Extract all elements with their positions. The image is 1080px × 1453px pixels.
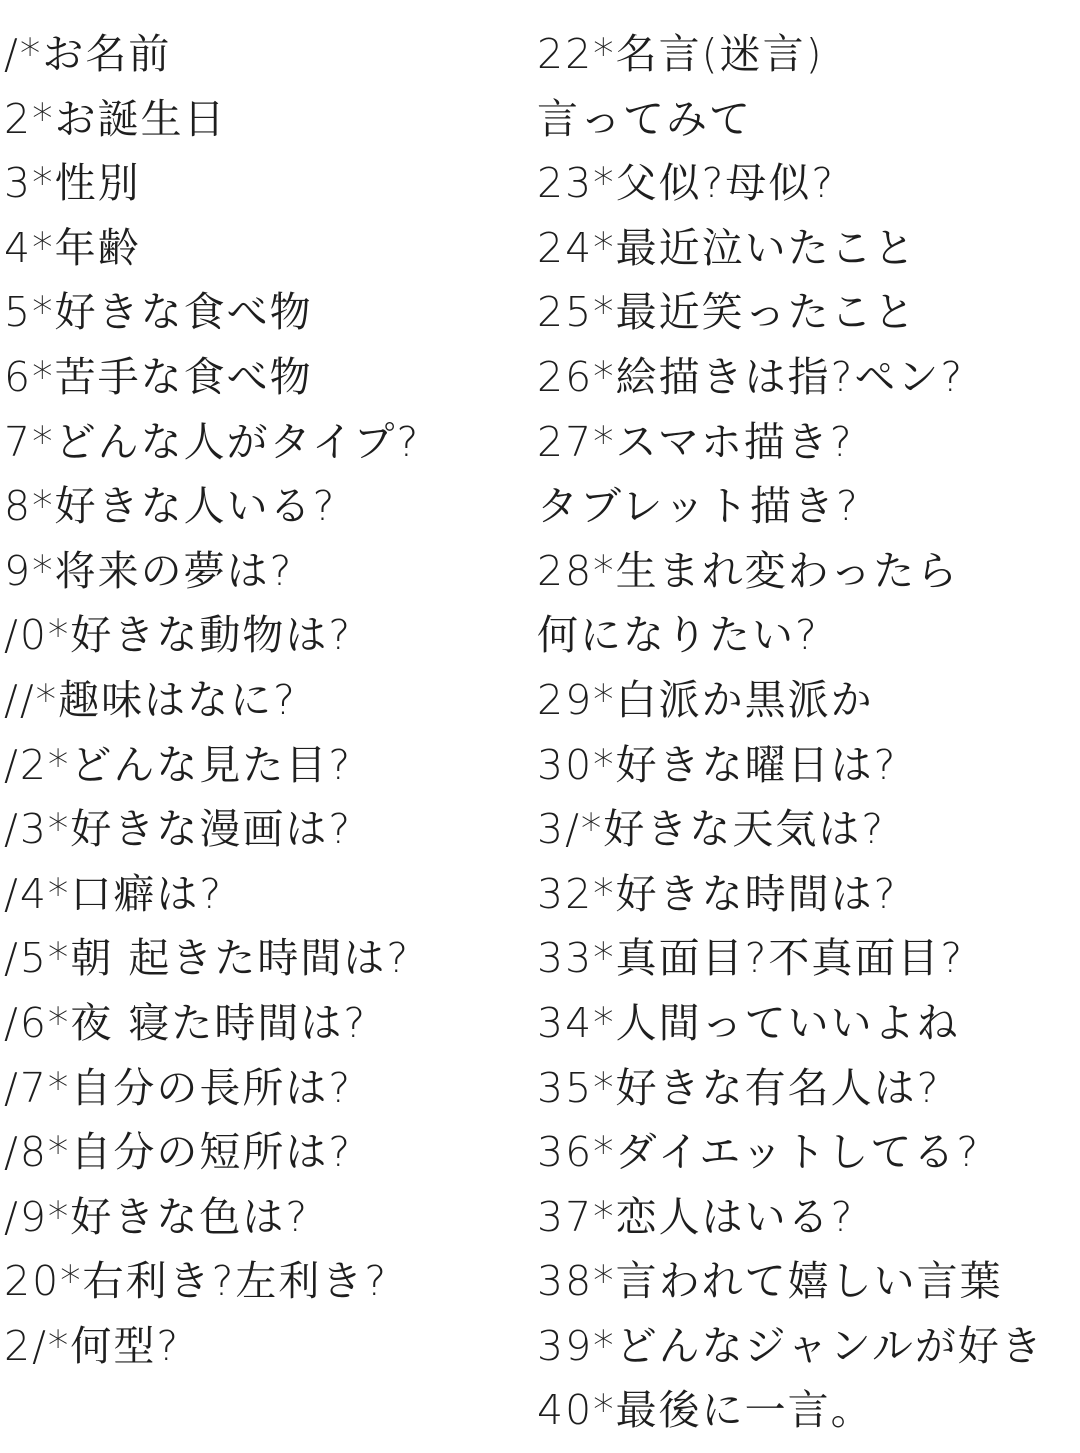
question-line: 言ってみて [537, 94, 752, 143]
question-line: /0*好きな動物は? [4, 611, 353, 660]
question-line: /5*朝 起きた時間は? [4, 934, 411, 983]
question-line: /7*自分の長所は? [4, 1063, 353, 1112]
question-line: 40*最後に一言。 [537, 1386, 874, 1435]
question-line: 22*名言(迷言) [537, 30, 824, 78]
question-line: 29*白派か黒派か [537, 675, 874, 724]
question-line: 23*父似?母似? [537, 159, 836, 208]
question-line: 26*絵描きは指?ペン? [537, 352, 965, 401]
question-line: //*趣味はなに? [4, 675, 297, 724]
question-line: 8*好きな人いる? [4, 482, 337, 531]
question-line: タブレット描き? [537, 482, 860, 531]
question-line: 何になりたい? [537, 611, 819, 660]
question-line: /8*自分の短所は? [4, 1128, 353, 1177]
question-line: 3/*好きな天気は? [537, 805, 886, 854]
question-line: 27*スマホ描き? [537, 417, 854, 466]
question-line: 33*真面目?不真面目? [537, 934, 965, 983]
question-line: 6*苦手な食べ物 [4, 352, 313, 401]
question-column-right [537, 22, 1080, 1443]
question-line: 9*将来の夢は? [4, 546, 294, 595]
question-line: 20*右利き?左利き? [4, 1257, 389, 1306]
question-line: 36*ダイエットしてる? [537, 1128, 981, 1177]
question-line: 2*お誕生日 [4, 94, 227, 143]
question-column-left [4, 22, 534, 1378]
question-line: /3*好きな漫画は? [4, 805, 353, 854]
question-line: 5*好きな食べ物 [4, 288, 313, 337]
question-line: 35*好きな有名人は? [537, 1063, 941, 1112]
question-line: 38*言われて嬉しい言葉 [537, 1257, 1003, 1306]
question-line: /9*好きな色は? [4, 1192, 310, 1241]
question-line: 2/*何型? [4, 1321, 181, 1370]
question-line: /6*夜 寝た時間は? [4, 998, 368, 1047]
question-line: /2*どんな見た目? [4, 740, 353, 789]
question-line: 28*生まれ変わったら [537, 546, 960, 595]
question-line: 32*好きな時間は? [537, 869, 898, 918]
question-line: 24*最近泣いたこと [537, 223, 917, 272]
question-line: 34*人間っていいよね [537, 998, 960, 1047]
question-line: 37*恋人はいる? [537, 1192, 855, 1241]
question-line: /*お名前 [4, 30, 172, 78]
question-line: /4*口癖は? [4, 869, 224, 918]
question-line: 7*どんな人がタイプ? [4, 417, 421, 466]
question-line: 30*好きな曜日は? [537, 740, 898, 789]
question-line: 25*最近笑ったこと [537, 288, 917, 337]
question-line: 4*年齢 [4, 223, 141, 272]
question-line: 3*性別 [4, 159, 141, 208]
question-line: 39*どんなジャンルが好き [537, 1321, 1044, 1370]
